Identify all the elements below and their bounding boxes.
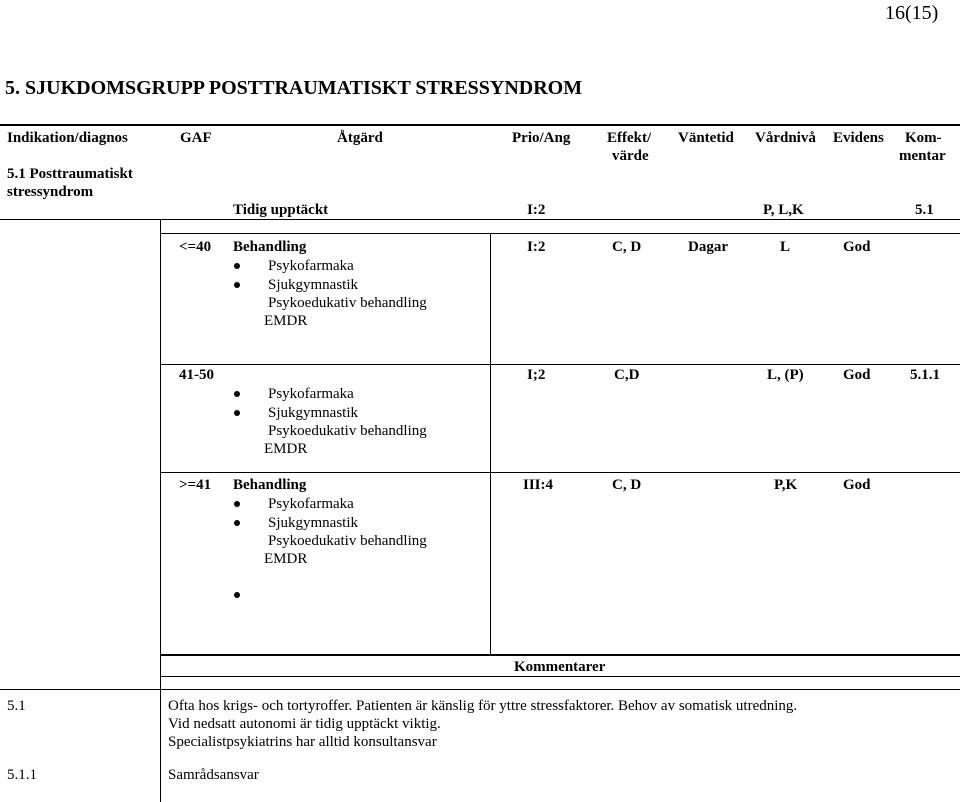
early-care-level: P, L,K bbox=[763, 202, 804, 218]
row2-item: Psykofarmaka bbox=[268, 386, 354, 402]
row2-priority: I;2 bbox=[527, 367, 546, 383]
comment-ref: 5.1 bbox=[7, 698, 26, 714]
row2-item: Sjukgymnastik bbox=[268, 405, 359, 421]
col-evidence: Evidens bbox=[833, 130, 884, 146]
col-priority: Prio/Ang bbox=[512, 130, 571, 146]
row1-care-level: L bbox=[780, 239, 791, 255]
row2-item: EMDR bbox=[264, 441, 308, 457]
page-number: 16(15) bbox=[885, 2, 939, 24]
row1-item: EMDR bbox=[264, 313, 308, 329]
col-effect-line2: värde bbox=[612, 148, 649, 164]
row1-effect: C, D bbox=[612, 239, 642, 255]
row3-care-level: P,K bbox=[774, 477, 798, 493]
diagnosis-line2: stressyndrom bbox=[7, 184, 94, 200]
col-comment-line1: Kom- bbox=[905, 130, 942, 146]
row1-item: Sjukgymnastik bbox=[268, 277, 359, 293]
bullet-icon bbox=[234, 410, 240, 416]
rule-above-row1 bbox=[160, 233, 960, 234]
row1-item: Psykofarmaka bbox=[268, 258, 354, 274]
rule-above-comment-rows bbox=[0, 689, 960, 690]
col-gaf: GAF bbox=[180, 130, 212, 146]
row1-wait: Dagar bbox=[688, 239, 728, 255]
row2-evidence: God bbox=[843, 367, 871, 383]
rule-above-comments bbox=[160, 654, 960, 656]
row1-priority: I:2 bbox=[527, 239, 546, 255]
col-wait: Väntetid bbox=[678, 130, 734, 146]
col-action: Åtgärd bbox=[337, 130, 383, 146]
vrule-left bbox=[160, 219, 161, 802]
rule-below-early bbox=[0, 219, 960, 220]
row2-care-level: L, (P) bbox=[767, 367, 804, 383]
col-comment-line2: mentar bbox=[899, 148, 946, 164]
comment-ref: 5.1.1 bbox=[7, 767, 37, 783]
row3-gaf: >=41 bbox=[179, 477, 212, 493]
section-heading: 5. SJUKDOMSGRUPP POSTTRAUMATISKT STRESSYNDROM bbox=[5, 77, 583, 99]
row2-comment: 5.1.1 bbox=[910, 367, 940, 383]
row3-priority: III:4 bbox=[523, 477, 554, 493]
col-indication: Indikation/diagnos bbox=[7, 130, 128, 146]
row2-gaf: 41-50 bbox=[179, 367, 214, 383]
row3-item: EMDR bbox=[264, 551, 308, 567]
row1-item: Psykoedukativ behandling bbox=[268, 295, 427, 311]
row3-item: Sjukgymnastik bbox=[268, 515, 359, 531]
row3-effect: C, D bbox=[612, 477, 642, 493]
bullet-icon bbox=[234, 592, 240, 598]
row3-item: Psykofarmaka bbox=[268, 496, 354, 512]
early-comment: 5.1 bbox=[915, 202, 934, 218]
comments-title: Kommentarer bbox=[514, 659, 606, 675]
diagnosis-line1: 5.1 Posttraumatiskt bbox=[7, 166, 133, 182]
early-priority: I:2 bbox=[527, 202, 546, 218]
comment-line: Ofta hos krigs- och tortyroffer. Patienten är känslig för yttre stressfaktorer. Behov av somatisk utredning. bbox=[168, 698, 798, 714]
early-action: Tidig upptäckt bbox=[233, 202, 329, 218]
row1-evidence: God bbox=[843, 239, 871, 255]
col-effect-line1: Effekt/ bbox=[607, 130, 652, 146]
vrule-mid bbox=[490, 233, 491, 655]
row3-item: Psykoedukativ behandling bbox=[268, 533, 427, 549]
row2-effect: C,D bbox=[614, 367, 640, 383]
row3-action: Behandling bbox=[233, 477, 307, 493]
bullet-icon bbox=[234, 520, 240, 526]
comment-line: Specialistpsykiatrins har alltid konsultansvar bbox=[168, 734, 437, 750]
bullet-icon bbox=[234, 263, 240, 269]
row1-action: Behandling bbox=[233, 239, 307, 255]
rule-above-row3 bbox=[160, 472, 960, 473]
bullet-icon bbox=[234, 501, 240, 507]
rule-above-row2 bbox=[160, 364, 960, 365]
row3-evidence: God bbox=[843, 477, 871, 493]
bullet-icon bbox=[234, 282, 240, 288]
rule-below-comments-title bbox=[160, 676, 960, 677]
header-top-rule bbox=[0, 124, 960, 126]
comment-line: Samrådsansvar bbox=[168, 767, 259, 783]
bullet-icon bbox=[234, 391, 240, 397]
comment-line: Vid nedsatt autonomi är tidig upptäckt viktig. bbox=[168, 716, 441, 732]
col-care-level: Vårdnivå bbox=[755, 130, 816, 146]
row2-item: Psykoedukativ behandling bbox=[268, 423, 427, 439]
row1-gaf: <=40 bbox=[179, 239, 212, 255]
